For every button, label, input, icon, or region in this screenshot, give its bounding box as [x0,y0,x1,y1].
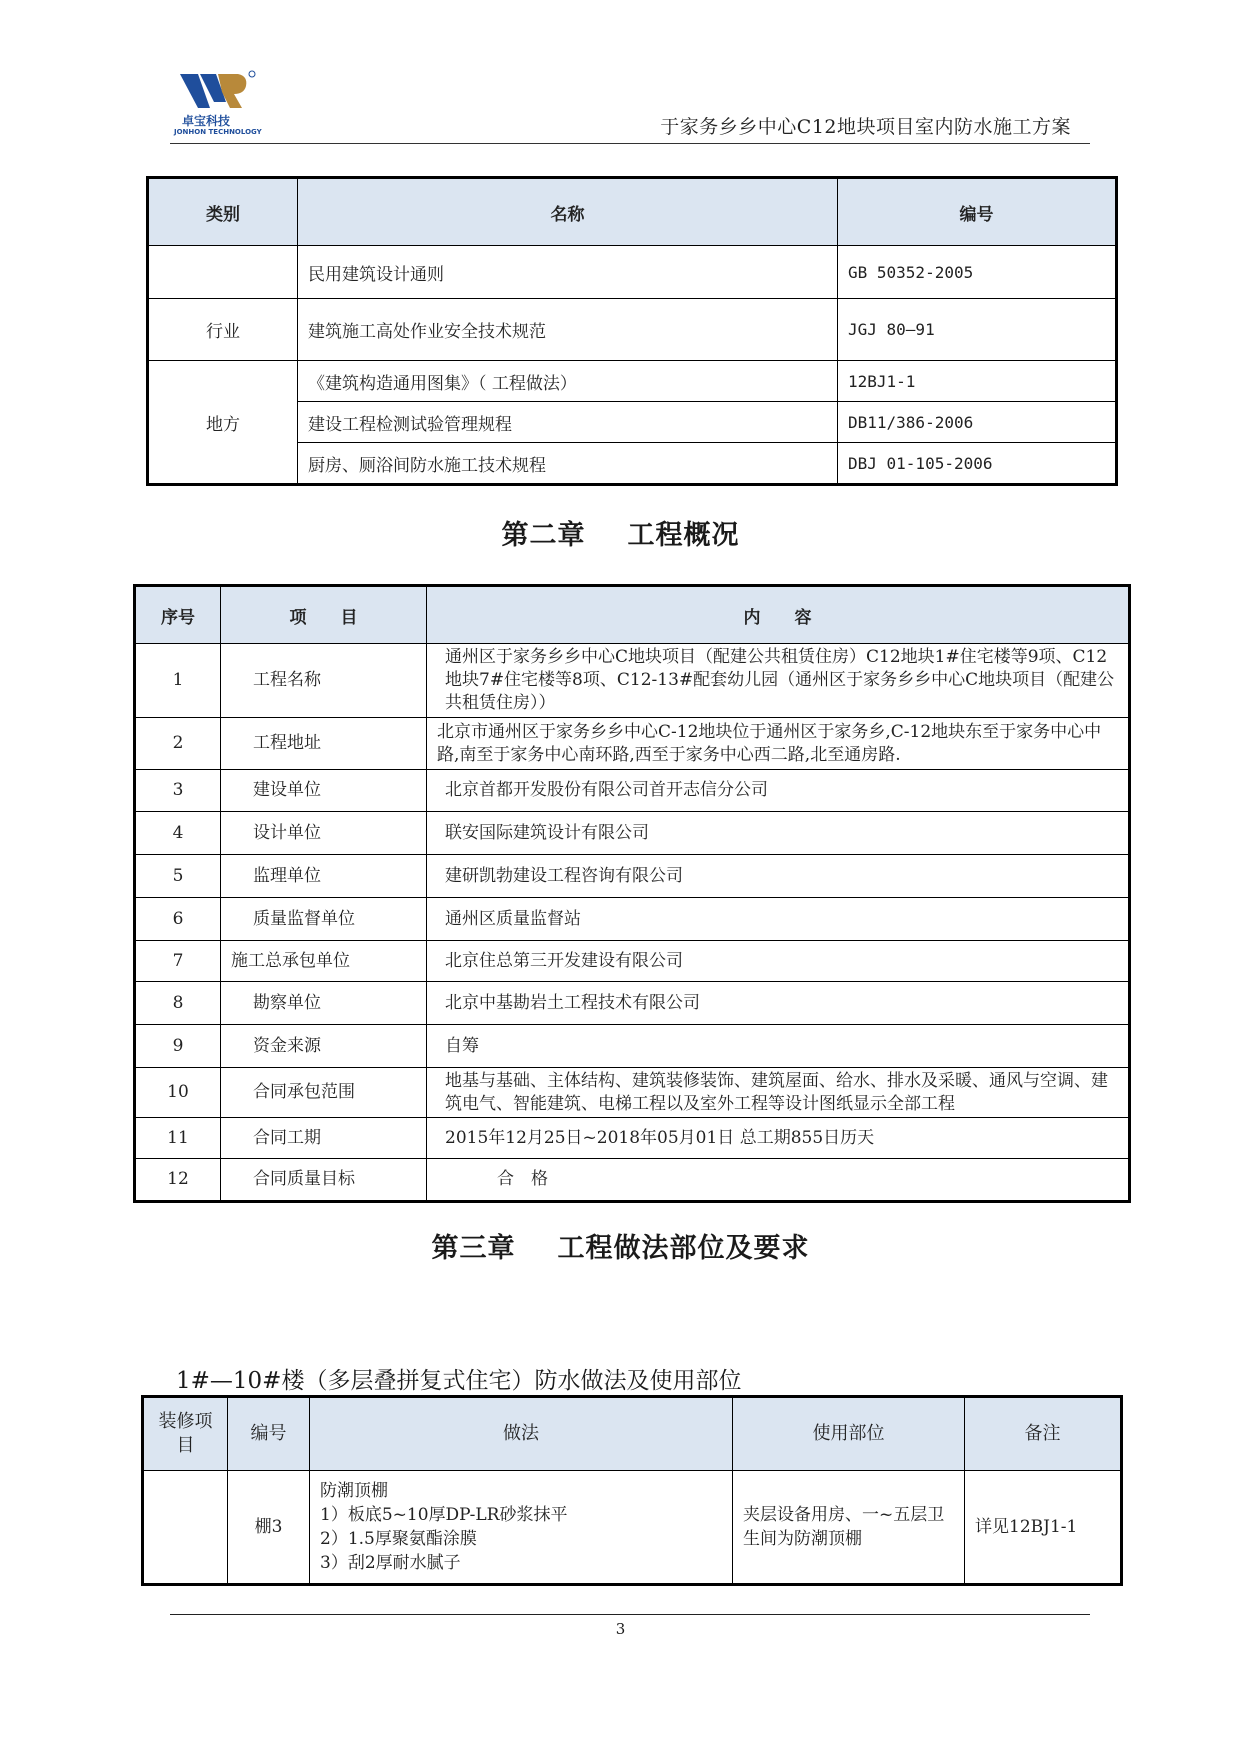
row-number: 1 [135,644,221,718]
table-row [148,361,1117,402]
content-cell: 北京住总第三开发建设有限公司 [427,941,1130,982]
page-number: 3 [615,1620,626,1638]
standards-table [146,176,1118,486]
table-row [135,1118,1130,1159]
table-row [135,1025,1130,1068]
footer-divider [170,1614,1090,1615]
table-row [135,941,1130,982]
item-cell: 监理单位 [221,855,427,898]
category-cell: 行业 [148,299,298,361]
content-cell: 北京中基勘岩土工程技术有限公司 [427,982,1130,1025]
category-cell [148,246,298,299]
item-cell: 合同质量目标 [221,1159,427,1202]
name-cell: 建设工程检测试验管理规程 [298,402,838,443]
content-cell: 2015年12月25日~2018年05月01日 总工期855日历天 [427,1118,1130,1159]
content-cell: 通州区质量监督站 [427,898,1130,941]
item-cell: 合同工期 [221,1118,427,1159]
name-cell: 建筑施工高处作业安全技术规范 [298,299,838,361]
row-number: 3 [135,770,221,812]
header-divider [170,143,1090,144]
table-row [135,644,1130,718]
row-number: 2 [135,718,221,770]
column-header: 备注 [965,1397,1122,1471]
table-row [135,1068,1130,1118]
code-cell: DBJ 01-105-2006 [838,443,1117,485]
chapter-heading [0,513,1241,552]
table-row [135,718,1130,770]
table-row [135,898,1130,941]
chapter-number: 第二章 [501,520,586,551]
table-row [135,812,1130,855]
content-cell: 地基与基础、主体结构、建筑装修装饰、建筑屋面、给水、排水及采暖、通风与空调、建筑电气、智能建筑、电梯工程以及室外工程等设计图纸显示全部工程 [427,1068,1130,1118]
logo-text-cn: 卓宝科技 [182,114,231,128]
content-cell: 联安国际建筑设计有限公司 [427,812,1130,855]
row-number: 5 [135,855,221,898]
chapter-number: 第三章 [431,1233,516,1264]
row-number: 8 [135,982,221,1025]
table-row [143,1471,1122,1585]
name-cell: 厨房、厕浴间防水施工技术规程 [298,443,838,485]
content-cell: 北京市通州区于家务乡乡中心C-12地块位于通州区于家务乡,C-12地块东至于家务中心中路,南至于家务中心南环路,西至于家务中心西二路,北至通房路. [427,718,1130,770]
item-cell: 勘察单位 [221,982,427,1025]
code-cell: DB11/386-2006 [838,402,1117,443]
table-row [148,299,1117,361]
column-header: 内 容 [427,586,1130,644]
name-cell: 《建筑构造通用图集》（ 工程做法） [298,361,838,402]
item-cell: 施工总承包单位 [221,941,427,982]
code-cell: 12BJ1-1 [838,361,1117,402]
table-row [135,982,1130,1025]
waterproof-practice-table [141,1395,1123,1586]
table-header-row [135,586,1130,644]
method-step: 3）刮2厚耐水腻子 [320,1553,461,1573]
section-title: 1#—10#楼（多层叠拼复式住宅）防水做法及使用部位 [176,1368,742,1394]
project-overview-table [133,584,1131,1203]
table-row [135,1159,1130,1202]
category-cell: 地方 [148,361,298,485]
item-cell: 工程地址 [221,718,427,770]
name-cell: 民用建筑设计通则 [298,246,838,299]
row-number: 11 [135,1118,221,1159]
column-header: 类别 [148,178,298,246]
item-cell [143,1471,228,1585]
item-cell: 质量监督单位 [221,898,427,941]
column-header: 做法 [310,1397,733,1471]
code-cell: 棚3 [228,1471,310,1585]
code-cell: JGJ 80—91 [838,299,1117,361]
table-row [148,246,1117,299]
column-header: 使用部位 [733,1397,965,1471]
logo-text-en: JONHON TECHNOLOGY [174,128,262,136]
remark-cell: 详见12BJ1-1 [965,1471,1122,1585]
row-number: 4 [135,812,221,855]
column-header: 名称 [298,178,838,246]
method-title: 防潮顶棚 [320,1481,388,1501]
chapter-title: 工程概况 [627,520,740,551]
item-cell: 工程名称 [221,644,427,718]
column-header: 编号 [228,1397,310,1471]
column-header: 序号 [135,586,221,644]
chapter-heading [0,1226,1241,1265]
location-cell: 夹层设备用房、一~五层卫生间为防潮顶棚 [733,1471,965,1585]
content-cell: 通州区于家务乡乡中心C地块项目（配建公共租赁住房）C12地块1#住宅楼等9项、C12地块7#住宅楼等8项、C12-13#配套幼儿园（通州区于家务乡乡中心C地块项目（配建公共租赁住房）） [427,644,1130,718]
column-header: 装修项目 [143,1397,228,1471]
table-row [135,855,1130,898]
table-header-row [143,1397,1122,1471]
item-cell: 设计单位 [221,812,427,855]
method-step: 2）1.5厚聚氨酯涂膜 [320,1529,477,1549]
method-cell [310,1471,733,1585]
item-cell: 合同承包范围 [221,1068,427,1118]
document-header-title: 于家务乡乡中心C12地块项目室内防水施工方案 [660,116,1071,138]
column-header: 项 目 [221,586,427,644]
column-header: 编号 [838,178,1117,246]
chapter-title: 工程做法部位及要求 [557,1233,810,1264]
row-number: 10 [135,1068,221,1118]
row-number: 6 [135,898,221,941]
code-cell: GB 50352-2005 [838,246,1117,299]
row-number: 9 [135,1025,221,1068]
table-row [135,770,1130,812]
content-cell: 合 格 [427,1159,1130,1202]
table-header-row [148,178,1117,246]
content-cell: 北京首都开发股份有限公司首开志信分公司 [427,770,1130,812]
content-cell: 建研凯勃建设工程咨询有限公司 [427,855,1130,898]
row-number: 12 [135,1159,221,1202]
item-cell: 资金来源 [221,1025,427,1068]
method-step: 1）板底5~10厚DP-LR砂浆抹平 [320,1505,568,1525]
row-number: 7 [135,941,221,982]
item-cell: 建设单位 [221,770,427,812]
content-cell: 自筹 [427,1025,1130,1068]
